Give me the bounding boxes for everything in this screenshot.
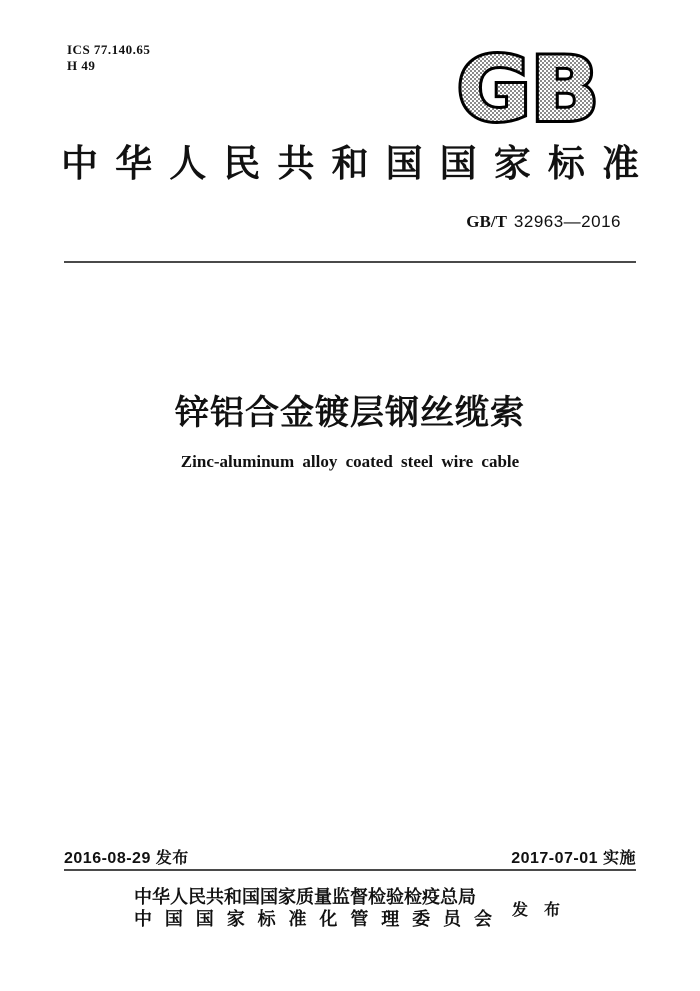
bottom-divider (64, 869, 636, 871)
gb-logo-text: GB (457, 48, 599, 126)
standard-code (466, 212, 621, 232)
ics-code: ICS 77.140.65 (67, 42, 151, 57)
national-standard-title: 中 华 人 民 共 和 国 国 家 标 准 (61, 144, 639, 185)
class-code: H 49 (67, 58, 96, 73)
gb-logo-icon (452, 48, 604, 126)
standard-code-prefix: GB/T (466, 212, 507, 231)
document-title-chinese: 锌铝合金镀层钢丝缆索 (175, 394, 525, 432)
publisher-line-2: 中 国 国 家 标 准 化 管 理 委 员 会 (133, 909, 492, 929)
top-divider (64, 261, 636, 263)
document-title-english: Zinc-aluminum alloy coated steel wire cable (180, 452, 520, 471)
dates-row (64, 845, 636, 868)
issue-date: 2016-08-29 发布 (64, 850, 189, 867)
publisher-line-1: 中华人民共和国国家质量监督检验检疫总局 (133, 887, 476, 907)
issued-by-label: 发 布 (511, 901, 566, 919)
standard-code-number: 32963—2016 (513, 212, 621, 231)
publisher-block (0, 886, 700, 930)
publisher-names (134, 886, 492, 930)
classification-block (67, 42, 150, 74)
implementation-date: 2017-07-01 实施 (511, 850, 636, 867)
